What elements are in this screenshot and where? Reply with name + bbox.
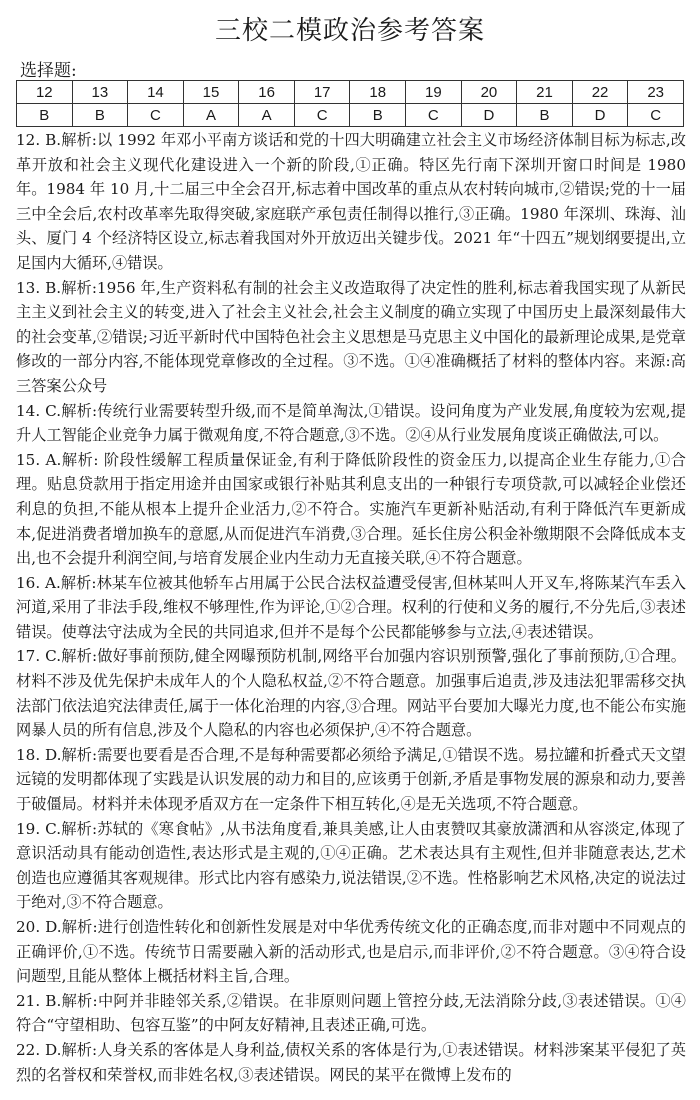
- question-number: 16: [239, 81, 295, 104]
- answer-letter: B: [517, 104, 573, 127]
- explanation-16: 16. A.解析:林某车位被其他轿车占用属于公民合法权益遭受侵害,但林某叫人开叉车,将陈某汽车丢入河道,采用了非法手段,维权不够理性,作为评论,①②合理。权利的行使和义务的履行,不分先后,③表述错误。使尊法守法成为全民的共同追求,但并不是每个公民都能够参与立法,④表述错误。: [16, 573, 686, 641]
- question-number: 13: [72, 81, 128, 104]
- question-number: 19: [406, 81, 462, 104]
- question-number: 20: [461, 81, 517, 104]
- answer-letter: B: [350, 104, 406, 127]
- question-number: 15: [183, 81, 239, 104]
- question-number: 22: [572, 81, 628, 104]
- question-number: 17: [294, 81, 350, 104]
- answer-letter: D: [461, 104, 517, 127]
- answer-letter: A: [183, 104, 239, 127]
- question-number: 18: [350, 81, 406, 104]
- question-number: 14: [128, 81, 184, 104]
- explanation-18: 18. D.解析:需要也要看是否合理,不是每种需要都必须给予满足,①错误不选。易拉罐和折叠式天文望远镜的发明都体现了实践是认识发展的动力和目的,应该勇于创新,矛盾是事物发展的源泉和动力,要善于破僵局。材料并未体现矛盾双方在一定条件下相互转化,④是无关选项,不符合题意。: [16, 745, 686, 814]
- answer-letter: C: [628, 104, 684, 127]
- explanation-12: 12. B.解析:以 1992 年邓小平南方谈话和党的十四大明确建立社会主义市场经济体制目标为标志,改革开放和社会主义现代化建设进入一个新的阶段,①正确。特区先行南下深圳开窗口时间是 1980 年。1984 年 10 月,十二届三中全会召开,标志着中国改革的重点从农村转向城市,②错误;党的十一届三中全会后,农村改革率先取得突破,家庭联产承包责任制得以推行,③正确。1980 年深圳、珠海、汕头、厦门 4 个经济特区设立,标志着我国对外开放迈出关键步伐。2021 年“十四五”规划纲要提出,立足国内大循环,④错误。: [16, 131, 686, 272]
- answer-row: [17, 104, 684, 127]
- question-number: 21: [517, 81, 573, 104]
- answer-letter: C: [294, 104, 350, 127]
- question-number-row: [17, 81, 684, 104]
- page-title: 三校二模政治参考答案: [214, 16, 485, 46]
- explanations: [16, 128, 686, 1087]
- question-number: 12: [17, 81, 73, 104]
- explanation-14: 14. C.解析:传统行业需要转型升级,而不是简单淘汰,①错误。设问角度为产业发展,角度较为宏观,提升人工智能企业竞争力属于微观角度,不符合题意,③不选。②④从行业发展角度谈正确做法,可以。: [16, 401, 686, 445]
- answer-letter: D: [572, 104, 628, 127]
- explanation-17: 17. C.解析:做好事前预防,健全网曝预防机制,网络平台加强内容识别预警,强化了事前预防,①合理。材料不涉及优先保护未成年人的个人隐私权益,②不符合题意。加强事后追责,涉及违法犯罪需移交执法部门依法追究法律责任,属于一体化治理的内容,③合理。网站平台要加大曝光力度,也不能公布实施网暴人员的所有信息,涉及个人隐私的内容也必须保护,④不符合题意。: [16, 647, 686, 740]
- explanation-21: 21. B.解析:中阿并非睦邻关系,②错误。在非原则问题上管控分歧,无法消除分歧,③表述错误。①④符合“守望相助、包容互鉴”的中阿友好精神,且表述正确,可选。: [16, 991, 686, 1035]
- answer-letter: A: [239, 104, 295, 127]
- question-number: 23: [628, 81, 684, 104]
- answer-table: [16, 80, 684, 127]
- explanation-22: 22. D.解析:人身关系的客体是人身利益,债权关系的客体是行为,①表述错误。材料涉案某平侵犯了英烈的名誉权和荣誉权,而非姓名权,③表述错误。网民的某平在微博上发布的: [16, 1040, 686, 1084]
- explanation-20: 20. D.解析:进行创造性转化和创新性发展是对中华优秀传统文化的正确态度,而非对题中不同观点的正确评价,①不选。传统节日需要融入新的活动形式,也是启示,而非评价,②不符合题意。③④符合设问题型,且能从整体上概括材料主旨,合理。: [16, 918, 686, 986]
- explanation-13: 13. B.解析:1956 年,生产资料私有制的社会主义改造取得了决定性的胜利,标志着我国实现了从新民主主义到社会主义的转变,进入了社会主义社会,社会主义制度的确立实现了中国历史上最深刻最伟大的社会变革,②错误;习近平新时代中国特色社会主义思想是马克思主义中国化的最新理论成果,是党章修改的一部分内容,不能体现党章修改的全过程。③不选。①④准确概括了材料的整体内容。来源:高三答案公众号: [16, 278, 686, 395]
- explanation-15: 15. A.解析: 阶段性缓解工程质量保证金,有利于降低阶段性的资金压力,以提高企业生存能力,①合理。贴息贷款用于指定用途并由国家或银行补贴其利息支出的一种银行专项贷款,可以减轻企业偿还利息的负担,不能从根本上提升企业活力,②不符合。实施汽车更新补贴活动,有利于降低汽车更新成本,促进消费者增加换车的意愿,从而促进汽车消费,③合理。延长住房公积金补缴期限不会降低成本支出,也不会提升利润空间,与培育发展企业内生动力无直接关联,④不符合题意。: [16, 450, 686, 568]
- answer-letter: B: [72, 104, 128, 127]
- answer-letter: C: [128, 104, 184, 127]
- section-label: 选择题:: [20, 61, 77, 81]
- answer-letter: B: [17, 104, 73, 127]
- explanation-19: 19. C.解析:苏轼的《寒食帖》,从书法角度看,兼具美感,让人由衷赞叹其豪放潇洒和从容淡定,体现了意识活动具有能动创造性,表达形式是主观的,①④正确。艺术表达具有主观性,但并非随意表达,艺术创造也应遵循其客观规律。形式比内容有感染力,说法错误,②不选。性格影响艺术风格,决定的说法过于绝对,③不符合题意。: [16, 819, 686, 912]
- answer-letter: C: [406, 104, 462, 127]
